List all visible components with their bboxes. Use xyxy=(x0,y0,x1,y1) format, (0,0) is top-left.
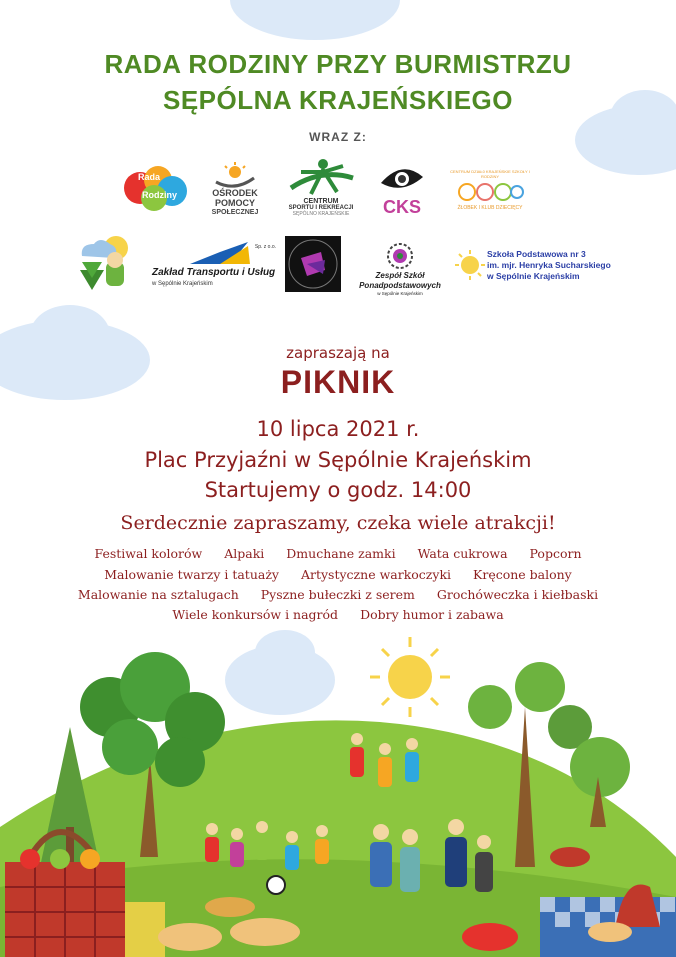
logo-liceum xyxy=(285,236,341,292)
attraction-item: Kręcone balony xyxy=(473,567,572,582)
logo-ops-l2: POMOCY xyxy=(214,197,255,208)
attraction-item: Popcorn xyxy=(529,546,582,561)
logo-zakladu-transportu xyxy=(150,242,278,292)
attractions-line-2 xyxy=(0,567,676,582)
logo-centrum-l2: SPORTU I REKREACJI xyxy=(288,204,354,211)
attraction-item: Festiwal kolorów xyxy=(94,546,203,561)
logo-zsp-l3: w Sępólnie Krajeńskim xyxy=(377,290,423,296)
logo-cko xyxy=(372,155,432,221)
attraction-item: Malowanie twarzy i tatuaży xyxy=(104,567,279,582)
attraction-item: Grochóweczka i kiełbaski xyxy=(436,587,599,602)
event-date: 10 lipca 2021 r. xyxy=(256,417,420,441)
logo-zsp-l2: Ponadpodstawowych xyxy=(359,280,441,290)
logo-mascot xyxy=(70,230,142,296)
cloud-top xyxy=(230,0,400,40)
attractions-line-1 xyxy=(0,546,676,561)
organizer-title-line1: RADA RODZINY PRZY BURMISTRZU xyxy=(104,49,572,79)
logo-rodziny-label: Rodziny xyxy=(142,190,177,200)
attraction-item: Dmuchane zamki xyxy=(286,546,396,561)
sun-icon xyxy=(370,637,450,717)
attraction-item: Alpaki xyxy=(224,546,265,561)
logo-zlobek-l2: ŻŁOBEK I KLUB DZIECIĘCY xyxy=(457,205,523,211)
logo-ops-l3: SPOŁECZNEJ xyxy=(211,208,259,216)
logo-zsp-l1: Zespół Szkół xyxy=(375,270,425,280)
logo-sp3 xyxy=(455,245,625,285)
logo-zlobek-l1: CENTRUM DZIAŁ0 KRAJEŃSKIE SZKOŁY I RODZINY xyxy=(450,169,530,179)
partners-heading: WRAZ Z: xyxy=(309,130,367,144)
logo-ops-l1: OŚRODEK xyxy=(212,187,258,198)
attractions-line-3 xyxy=(0,587,676,602)
logo-transport-name: Zakład Transportu i Usług xyxy=(152,267,276,278)
attraction-item: Wiele konkursów i nagród xyxy=(172,607,339,622)
event-start-time: Startujemy o godz. 14:00 xyxy=(204,478,472,502)
picnic-illustration xyxy=(0,627,676,957)
logo-sp3-l3: w Sępólnie Krajeńskim xyxy=(487,270,580,281)
event-place: Plac Przyjaźni w Sępólnie Krajeńskim xyxy=(144,448,532,472)
event-tagline: Serdecznie zapraszamy, czeka wiele atrakcji! xyxy=(120,512,556,534)
logo-transport-sub: w Sępólnie Krajeńskim xyxy=(152,281,213,287)
logo-rada-label: Rada xyxy=(138,172,161,182)
logo-transport-small: Sp. z o.o. xyxy=(254,244,276,250)
attraction-item: Dobry humor i zabawa xyxy=(360,607,504,622)
attraction-item: Wata cukrowa xyxy=(417,546,508,561)
attraction-item: Malowanie na sztalugach xyxy=(77,587,239,602)
logo-sp3-l2: im. mjr. Henryka Sucharskiego xyxy=(487,259,611,270)
logo-ops xyxy=(205,160,265,218)
event-title: PIKNIK xyxy=(280,364,396,400)
logo-centrum-l3: SĘPÓLNO KRAJEŃSKIE xyxy=(292,210,350,217)
logo-centrum-sportu xyxy=(275,154,367,220)
attraction-item: Pyszne bułeczki z serem xyxy=(260,587,415,602)
logo-rada-rodziny xyxy=(120,158,192,216)
attractions-line-4 xyxy=(0,607,676,622)
logo-zlobek xyxy=(448,165,532,215)
logo-zsp xyxy=(355,236,445,300)
organizer-title-line2: SĘPÓLNA KRAJEŃSKIEGO xyxy=(163,85,513,115)
logo-cko-text: CKS xyxy=(382,197,421,217)
logo-sp3-l1: Szkoła Podstawowa nr 3 xyxy=(487,248,586,259)
invitation-intro: zapraszają na xyxy=(286,344,390,362)
logo-centrum-l1: CENTRUM xyxy=(303,197,339,205)
attraction-item: Artystyczne warkoczyki xyxy=(300,567,452,582)
